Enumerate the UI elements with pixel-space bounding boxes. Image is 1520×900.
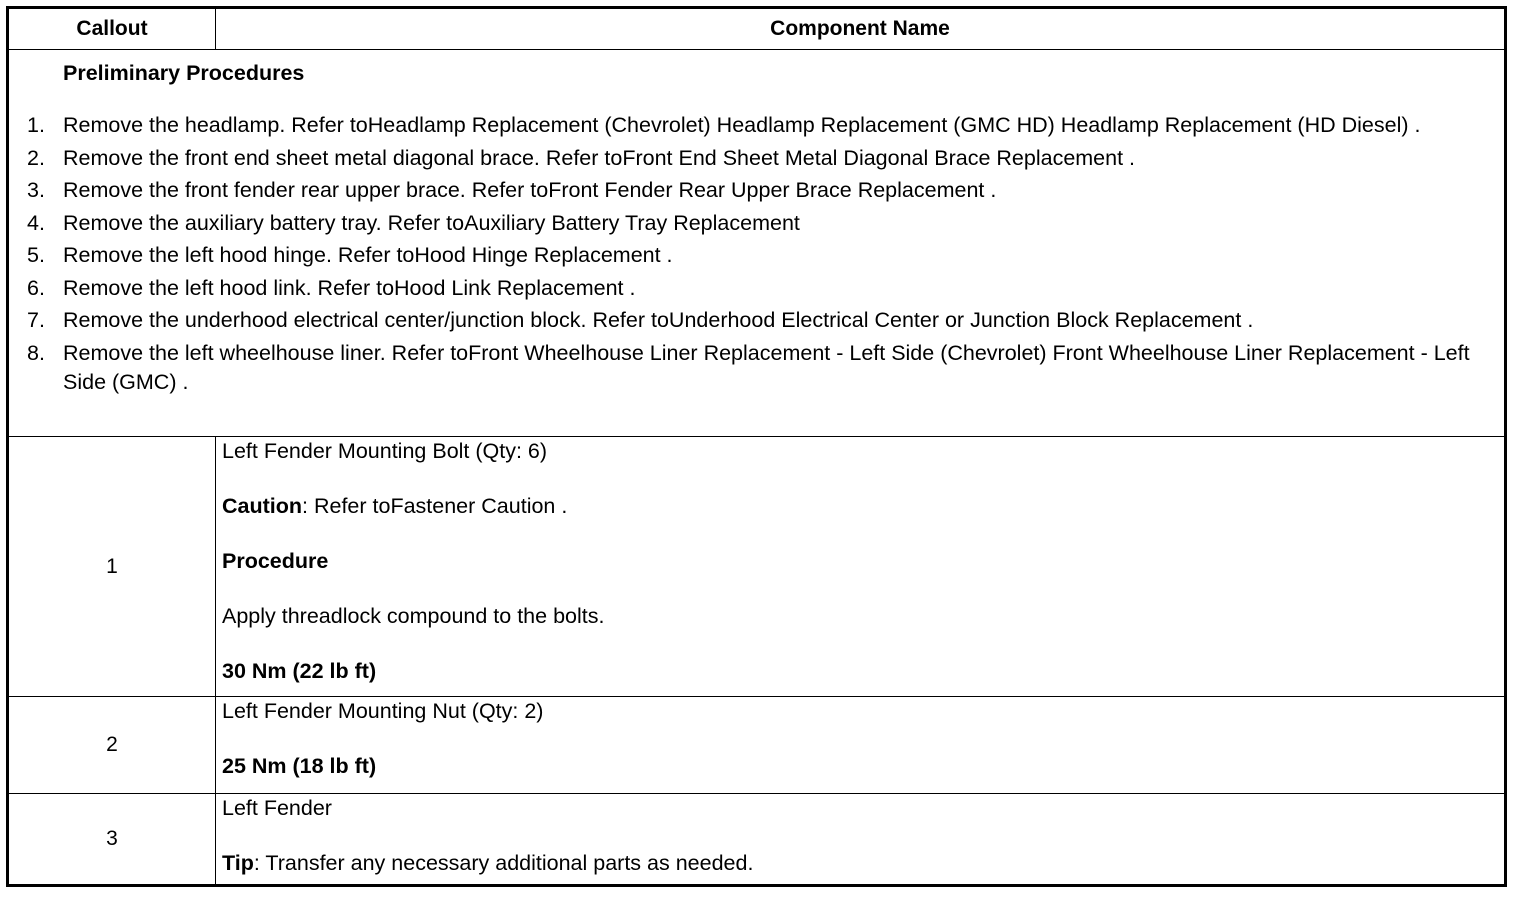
step-number: 3. [27,178,45,202]
step-number: 2. [27,145,45,170]
caution-note [222,492,1504,520]
step-item [9,241,1504,270]
header-callout: Callout [8,8,216,50]
component-cell [216,697,1506,794]
step-text: Remove the left wheelhouse liner. Refer toFront Wheelhouse Liner Replacement - Left Side (Chevrolet) Front Wheelhouse Liner Replacement - Left Side (GMC) . [63,340,1470,394]
procedure-text: Apply threadlock compound to the bolts. [222,604,605,628]
preliminary-row [8,50,1506,437]
component-name: Left Fender Mounting Bolt (Qty: 6) [222,439,548,463]
step-text: Remove the front end sheet metal diagonal brace. Refer toFront End Sheet Metal Diagonal Brace Replacement . [63,145,1136,170]
component-cell [216,437,1506,697]
step-text: Remove the left hood link. Refer toHood Link Replacement . [63,275,636,300]
step-item [9,111,1504,140]
step-text: Remove the left hood hinge. Refer toHood Hinge Replacement . [63,243,673,267]
component-name: Left Fender [222,796,332,820]
step-number: 7. [27,308,45,332]
preliminary-cell [8,50,1506,437]
step-item [9,144,1504,173]
step-text: Remove the front fender rear upper brace. Refer toFront Fender Rear Upper Brace Replacement . [63,178,997,202]
step-text: Remove the auxiliary battery tray. Refer toAuxiliary Battery Tray Replacement [63,210,800,235]
torque-spec: 25 Nm (18 lb ft) [222,754,377,778]
step-number: 8. [27,340,45,365]
component-name: Left Fender Mounting Nut (Qty: 2) [222,699,544,723]
table-row [8,437,1506,697]
preliminary-title: Preliminary Procedures [63,61,305,85]
tip-label: Tip [222,851,254,875]
header-component-name: Component Name [216,8,1506,50]
callout-number: 3 [8,794,216,886]
component-table [6,6,1507,887]
preliminary-steps [9,111,1504,397]
callout-number: 2 [8,697,216,794]
caution-label: Caution [222,494,303,518]
callout-number: 1 [8,437,216,697]
step-number: 6. [27,275,45,300]
header-row [8,8,1506,50]
step-number: 4. [27,210,45,235]
tip-text: : Transfer any necessary additional parts as needed. [253,851,754,875]
step-text: Remove the headlamp. Refer toHeadlamp Replacement (Chevrolet) Headlamp Replacement (GMC HD) Headlamp Replacement (HD Diesel) . [63,113,1421,137]
step-number: 5. [27,243,45,267]
step-item [9,176,1504,205]
component-cell [216,794,1506,886]
table-row [8,697,1506,794]
torque-spec: 30 Nm (22 lb ft) [222,659,377,683]
table-row [8,794,1506,886]
step-number: 1. [27,113,45,137]
step-text: Remove the underhood electrical center/junction block. Refer toUnderhood Electrical Center or Junction Block Replacement . [63,308,1254,332]
step-item [9,339,1504,397]
step-item [9,209,1504,238]
step-item [9,274,1504,303]
caution-text: : Refer toFastener Caution . [302,494,568,518]
procedure-label: Procedure [222,549,329,573]
step-item [9,306,1504,335]
tip-note [222,849,1504,877]
